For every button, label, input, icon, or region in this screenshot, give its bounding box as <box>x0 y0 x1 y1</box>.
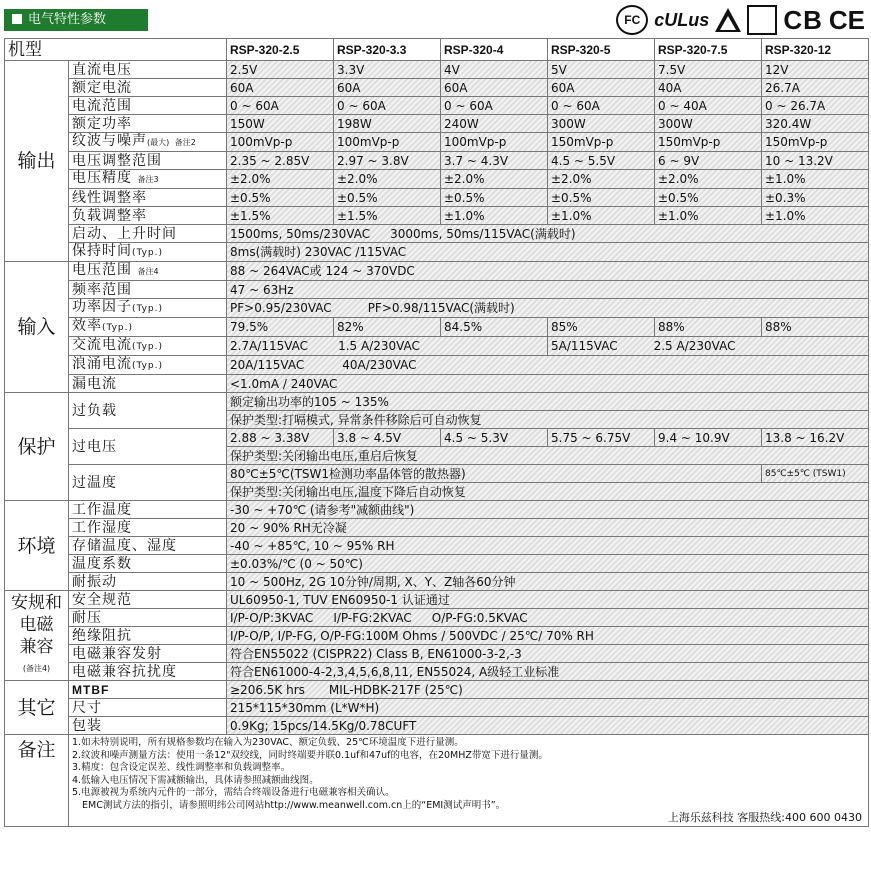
category-note: (备注4) <box>22 663 51 673</box>
model-name: RSP-320-5 <box>548 39 655 61</box>
cell: ±1.0% <box>655 207 762 225</box>
cell: 198W <box>334 115 441 133</box>
cb-logo: CB <box>783 4 823 35</box>
label-typ: (Typ.) <box>132 304 164 314</box>
label-hold-time <box>69 243 227 262</box>
section-title: 电气特性参数 <box>4 9 148 31</box>
label-work-temp: 工作温度 <box>69 501 227 519</box>
row-freq-range <box>5 281 869 299</box>
row-rated-current <box>5 79 869 97</box>
row-overtemp-a <box>5 465 869 483</box>
cell: ±0.5% <box>548 189 655 207</box>
label-load-reg: 负载调整率 <box>69 207 227 225</box>
cell: 符合EN61000-4-2,3,4,5,6,8,11, EN55024, A级轻工业标准 <box>227 663 869 681</box>
cell: 100mVp-p <box>441 133 548 152</box>
ul-logo: cULus <box>654 9 710 30</box>
label-typ: (Typ.) <box>132 361 164 371</box>
cell: ±2.0% <box>227 170 334 189</box>
row-dimension <box>5 699 869 717</box>
cell: 26.7A <box>762 79 869 97</box>
model-name: RSP-320-3.3 <box>334 39 441 61</box>
cell-ac-current-b <box>548 337 869 356</box>
cell: 20 ~ 90% RH无冷凝 <box>227 519 869 537</box>
cell: 100mVp-p <box>334 133 441 152</box>
category-line: 电磁 <box>19 614 54 635</box>
label-ac-current <box>69 337 227 356</box>
label-text: 纹波与噪声 <box>72 133 147 149</box>
cell: 0 ~ 60A <box>548 97 655 115</box>
label-temp-coef: 温度系数 <box>69 555 227 573</box>
label-emc-emission: 电磁兼容发射 <box>69 645 227 663</box>
cell: ±1.0% <box>762 170 869 189</box>
cell: 60A <box>548 79 655 97</box>
cell: 85% <box>548 318 655 337</box>
note-line: 5.电源被视为系统内元件的一部分，需结合终端设备进行电磁兼容相关确认。 <box>72 787 395 798</box>
row-efficiency <box>5 318 869 337</box>
model-name: RSP-320-7.5 <box>655 39 762 61</box>
cell: ±2.0% <box>441 170 548 189</box>
label-text: 电压范围 <box>72 262 132 278</box>
row-storage <box>5 537 869 555</box>
model-name: RSP-320-2.5 <box>227 39 334 61</box>
cell: ±0.5% <box>441 189 548 207</box>
cell: 5.75 ~ 6.75V <box>548 429 655 447</box>
cell: 3.8 ~ 4.5V <box>334 429 441 447</box>
cell: 保护类型:关闭输出电压,重启后恢复 <box>227 447 869 465</box>
cell: 88% <box>655 318 762 337</box>
value-part: 20A/115VAC <box>230 358 305 372</box>
label-withstand: 耐压 <box>69 609 227 627</box>
row-mtbf <box>5 681 869 699</box>
cell: 150mVp-p <box>548 133 655 152</box>
label-rated-power: 额定功率 <box>69 115 227 133</box>
cell: ±1.0% <box>762 207 869 225</box>
label-typ: (Typ.) <box>132 342 164 352</box>
category-line: 兼容 <box>19 636 54 657</box>
label-note: 备注3 <box>137 175 159 184</box>
note-line: 4.低输入电压情况下需减额输出，具体请参照减额曲线图。 <box>72 774 319 786</box>
cell: ±0.5% <box>227 189 334 207</box>
label-dc-voltage: 直流电压 <box>69 61 227 79</box>
label-text: 效率 <box>72 318 102 334</box>
category-output: 输出 <box>5 61 69 262</box>
cell-pf <box>227 299 869 318</box>
cell: 300W <box>655 115 762 133</box>
label-text: 交流电流 <box>72 337 132 353</box>
label-storage: 存储温度、湿度 <box>69 537 227 555</box>
label-text: 保持时间 <box>72 243 132 259</box>
label-dimension: 尺寸 <box>69 699 227 717</box>
value-part: 230VAC /115VAC <box>304 245 407 259</box>
category-environment: 环境 <box>5 501 69 591</box>
cell: 80℃±5℃(TSW1检测功率晶体管的散热器) <box>227 465 762 483</box>
cell: -30 ~ +70℃ (请参考"减额曲线") <box>227 501 869 519</box>
row-withstand <box>5 609 869 627</box>
cell: 47 ~ 63Hz <box>227 281 869 299</box>
label-work-humidity: 工作湿度 <box>69 519 227 537</box>
cell: 符合EN55022 (CISPR22) Class B, EN61000-3-2,-3 <box>227 645 869 663</box>
label-max: (最大) <box>147 138 170 147</box>
label-emc-immunity: 电磁兼容抗扰度 <box>69 663 227 681</box>
label-overvoltage: 过电压 <box>69 429 227 465</box>
cell: 100mVp-p <box>227 133 334 152</box>
cell: ±0.5% <box>334 189 441 207</box>
cell-mtbf <box>227 681 869 699</box>
value-part: 5A/115VAC <box>551 339 618 353</box>
square-icon <box>12 14 22 24</box>
cell: ±2.0% <box>548 170 655 189</box>
label-text: 浪涌电流 <box>72 356 132 372</box>
cell: ±1.0% <box>441 207 548 225</box>
row-vibration <box>5 573 869 591</box>
cell-rise-time <box>227 225 869 243</box>
cell: 7.5V <box>655 61 762 79</box>
cell: 84.5% <box>441 318 548 337</box>
value-part: MIL-HDBK-217F (25℃) <box>328 682 463 697</box>
cell: 215*115*30mm (L*W*H) <box>227 699 869 717</box>
cell: 4.5 ~ 5.5V <box>548 152 655 170</box>
label-typ: (Typ.) <box>102 323 134 333</box>
row-voltage-range <box>5 262 869 281</box>
model-label: 机型 <box>5 39 227 61</box>
row-rise-time <box>5 225 869 243</box>
label-overtemp: 过温度 <box>69 465 227 501</box>
row-ripple <box>5 133 869 152</box>
cell: 12V <box>762 61 869 79</box>
category-line: 安规和 <box>11 592 62 613</box>
label-inrush <box>69 356 227 375</box>
row-temp-coef <box>5 555 869 573</box>
label-accuracy <box>69 170 227 189</box>
cell: 40A <box>655 79 762 97</box>
label-note: 备注2 <box>174 138 196 147</box>
cell-ac-current-a <box>227 337 548 356</box>
model-name: RSP-320-12 <box>762 39 869 61</box>
cell: 320.4W <box>762 115 869 133</box>
cell: <1.0mA / 240VAC <box>227 375 869 393</box>
triangle-cert-logo <box>715 8 741 32</box>
cell-inrush <box>227 356 869 375</box>
cell: 88% <box>762 318 869 337</box>
row-voltage-adj <box>5 152 869 170</box>
ce-logo: CE <box>828 4 865 35</box>
label-voltage-range <box>69 262 227 281</box>
category-input: 输入 <box>5 262 69 393</box>
label-overload: 过负载 <box>69 393 227 429</box>
square-cert-logo <box>747 5 777 35</box>
cell: 0.9Kg; 15pcs/14.5Kg/0.78CUFT <box>227 717 869 735</box>
label-typ: (Typ.) <box>132 248 164 258</box>
cell: 60A <box>441 79 548 97</box>
row-isolation <box>5 627 869 645</box>
label-packing: 包装 <box>69 717 227 735</box>
cell: 82% <box>334 318 441 337</box>
row-leakage <box>5 375 869 393</box>
value-part: 2.5 A/230VAC <box>653 339 736 353</box>
cell: 2.97 ~ 3.8V <box>334 152 441 170</box>
label-mtbf: MTBF <box>69 681 227 699</box>
cell: 4.5 ~ 5.3V <box>441 429 548 447</box>
value-part: 3000ms, 50ms/115VAC(满载时) <box>390 226 576 241</box>
cell: 10 ~ 500Hz, 2G 10分钟/周期, X、Y、Z轴各60分钟 <box>227 573 869 591</box>
value-part: I/P-FG:2KVAC <box>333 610 412 625</box>
cell: 150mVp-p <box>762 133 869 152</box>
contact-hotline: 上海乐兹科技 客服热线:400 600 0430 <box>667 810 862 824</box>
cell: ±2.0% <box>655 170 762 189</box>
label-text: 功率因子 <box>72 299 132 315</box>
label-rated-current: 额定电流 <box>69 79 227 97</box>
cell: 60A <box>334 79 441 97</box>
label-ripple <box>69 133 227 152</box>
cell: UL60950-1, TUV EN60950-1 认证通过 <box>227 591 869 609</box>
label-text: 电压精度 <box>72 170 132 186</box>
value-part: 8ms(满载时) <box>230 245 301 259</box>
cell: 6 ~ 9V <box>655 152 762 170</box>
label-vibration: 耐振动 <box>69 573 227 591</box>
cell: ±1.5% <box>334 207 441 225</box>
cell: 60A <box>227 79 334 97</box>
cell: ±2.0% <box>334 170 441 189</box>
cell: 10 ~ 13.2V <box>762 152 869 170</box>
row-emc-emission <box>5 645 869 663</box>
row-line-reg <box>5 189 869 207</box>
row-inrush <box>5 356 869 375</box>
value-part: ≥206.5K hrs <box>230 682 305 697</box>
value-part: I/P-O/P:3KVAC <box>230 610 314 625</box>
category-safety-emc <box>5 591 69 681</box>
row-load-reg <box>5 207 869 225</box>
label-note: 备注4 <box>137 267 159 276</box>
cell: 88 ~ 264VAC或 124 ~ 370VDC <box>227 262 869 281</box>
cell: 0 ~ 26.7A <box>762 97 869 115</box>
cell: 保护类型:关闭输出电压,温度下降后自动恢复 <box>227 483 869 501</box>
label-efficiency <box>69 318 227 337</box>
cell: ±0.3% <box>762 189 869 207</box>
label-line-reg: 线性调整率 <box>69 189 227 207</box>
cell-withstand <box>227 609 869 627</box>
cell: 额定输出功率的105 ~ 135% <box>227 393 869 411</box>
category-notes: 备注 <box>5 735 69 827</box>
row-ac-current <box>5 337 869 356</box>
row-pf <box>5 299 869 318</box>
label-voltage-adj: 电压调整范围 <box>69 152 227 170</box>
cell: 300W <box>548 115 655 133</box>
notes-cell <box>69 735 869 827</box>
spec-table <box>4 38 869 827</box>
cell: 保护类型:打嗝模式, 异常条件移除后可自动恢复 <box>227 411 869 429</box>
cell: 0 ~ 60A <box>334 97 441 115</box>
label-pf <box>69 299 227 318</box>
row-overvoltage-a <box>5 429 869 447</box>
value-part: PF>0.95/230VAC <box>230 301 332 315</box>
cell: ±0.03%/℃ (0 ~ 50℃) <box>227 555 869 573</box>
cell: 2.5V <box>227 61 334 79</box>
value-part: 40A/230VAC <box>342 358 417 372</box>
model-row <box>5 39 869 61</box>
value-part: 1.5 A/230VAC <box>338 339 420 353</box>
label-current-range: 电流范围 <box>69 97 227 115</box>
cell: ±1.5% <box>227 207 334 225</box>
row-accuracy <box>5 170 869 189</box>
model-name: RSP-320-4 <box>441 39 548 61</box>
label-standards: 安全规范 <box>69 591 227 609</box>
row-packing <box>5 717 869 735</box>
cell: 0 ~ 40A <box>655 97 762 115</box>
cell: ±0.5% <box>655 189 762 207</box>
header-bar <box>0 0 871 38</box>
row-standards <box>5 591 869 609</box>
row-overload-a <box>5 393 869 411</box>
note-line: 2.纹波和噪声测量方法：使用一条12"双绞线，同时终端要并联0.1uf和47uf的电容，在20MHZ带宽下进行量测。 <box>72 749 548 761</box>
label-rise-time: 启动、上升时间 <box>69 225 227 243</box>
category-protection: 保护 <box>5 393 69 501</box>
value-part: 2.7A/115VAC <box>230 339 309 353</box>
value-part: 1500ms, 50ms/230VAC <box>230 226 371 241</box>
cell: 79.5% <box>227 318 334 337</box>
cell: 5V <box>548 61 655 79</box>
row-work-humidity <box>5 519 869 537</box>
note-line: 1.如未特别说明，所有规格参数均在输入为230VAC、额定负载、25℃环境温度下进行量测。 <box>72 737 464 748</box>
row-emc-immunity <box>5 663 869 681</box>
note-line: 3.精度：包含设定误差、线性调整率和负载调整率。 <box>72 762 291 773</box>
value-part: PF>0.98/115VAC(满载时) <box>367 301 515 315</box>
cell: I/P-O/P, I/P-FG, O/P-FG:100M Ohms / 500VDC / 25℃/ 70% RH <box>227 627 869 645</box>
fc-logo: FC <box>616 5 648 35</box>
cell: 150mVp-p <box>655 133 762 152</box>
row-work-temp <box>5 501 869 519</box>
row-dc-voltage <box>5 61 869 79</box>
cell: 3.3V <box>334 61 441 79</box>
cell: ±1.0% <box>548 207 655 225</box>
cell: -40 ~ +85℃, 10 ~ 95% RH <box>227 537 869 555</box>
label-freq-range: 频率范围 <box>69 281 227 299</box>
note-line: EMC测试方法的指引，请参照明纬公司网站http://www.meanwell.com.cn上的“EMI测试声明书”。 <box>82 799 506 811</box>
row-hold-time <box>5 243 869 262</box>
cell: 85℃±5℃ (TSW1) <box>762 465 869 483</box>
value-part: O/P-FG:0.5KVAC <box>431 610 528 625</box>
row-rated-power <box>5 115 869 133</box>
cell-hold-time <box>227 243 869 262</box>
cell: 150W <box>227 115 334 133</box>
cell: 13.8 ~ 16.2V <box>762 429 869 447</box>
category-others: 其它 <box>5 681 69 735</box>
cell: 0 ~ 60A <box>441 97 548 115</box>
cell: 4V <box>441 61 548 79</box>
cell: 2.88 ~ 3.38V <box>227 429 334 447</box>
cell: 3.7 ~ 4.3V <box>441 152 548 170</box>
row-current-range <box>5 97 869 115</box>
cell: 0 ~ 60A <box>227 97 334 115</box>
certification-logos <box>616 6 865 34</box>
cell: 240W <box>441 115 548 133</box>
label-leakage: 漏电流 <box>69 375 227 393</box>
label-isolation: 绝缘阻抗 <box>69 627 227 645</box>
row-notes <box>5 735 869 827</box>
cell: 2.35 ~ 2.85V <box>227 152 334 170</box>
cell: 9.4 ~ 10.9V <box>655 429 762 447</box>
